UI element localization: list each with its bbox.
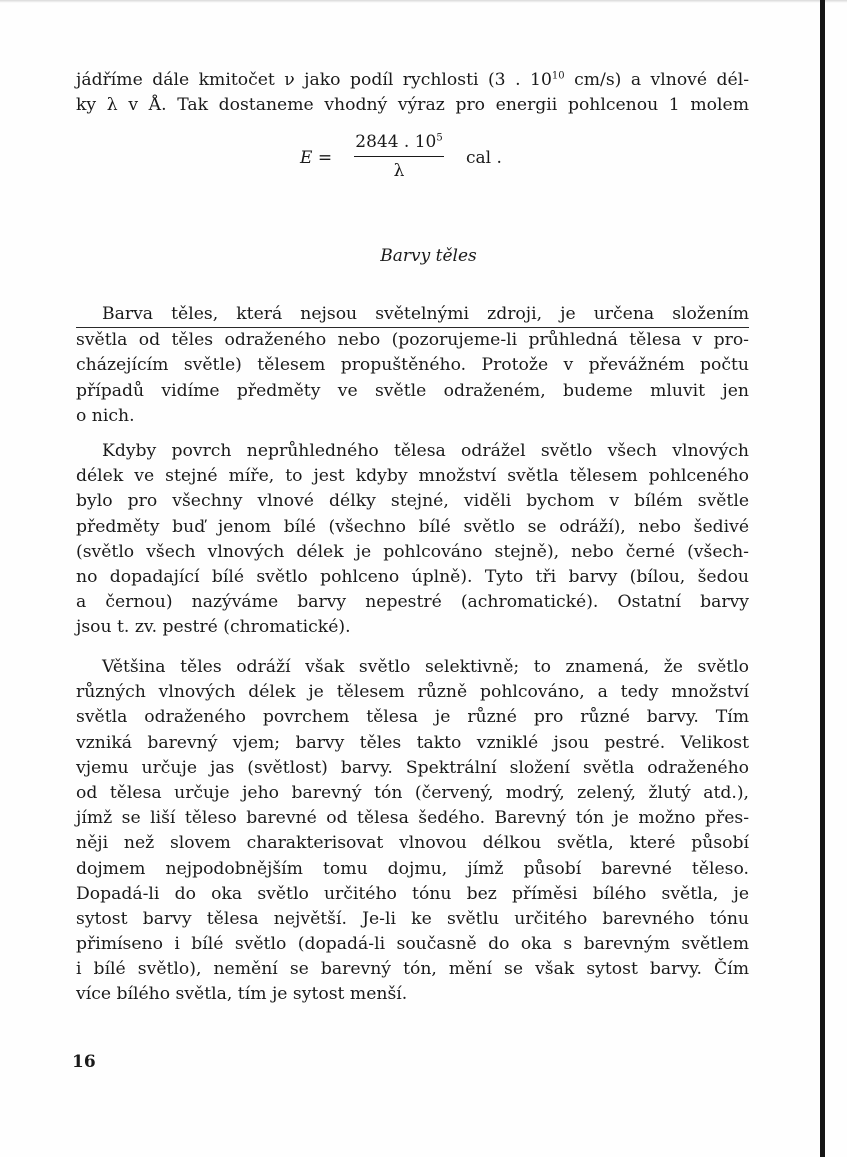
paragraph-3 — [76, 655, 749, 1008]
p3-line: dojmem nejpodobnějším tomu dojmu, jímž působí barevné těleso. — [76, 858, 749, 879]
p3-line: sytost barvy tělesa největší. Je-li ke světlu určitého barevného tónu — [76, 908, 749, 929]
p1-line: světla od těles odraženého nebo (pozorujeme-li průhledná tělesa v pro- — [76, 330, 749, 351]
intro-line-2: ky λ v Å. Tak dostaneme vhodný výraz pro energii pohlcenou 1 molem — [76, 95, 749, 116]
p2-line: délek ve stejné míře, to jest kdyby množství světla tělesem pohlceného — [76, 466, 749, 487]
p3-line: i bílé světlo), nemění se barevný tón, mění se však sytost barvy. Čím — [76, 959, 749, 980]
p1-line: případů vidíme předměty ve světle odraženém, budeme mluvit jen — [76, 380, 749, 401]
p2-line: jsou t. zv. pestré (chromatické). — [76, 617, 351, 638]
formula-numerator: 2844 . $10^5$ — [355, 132, 443, 152]
section-title: Barvy těles — [380, 246, 477, 266]
p2-line: a černou) nazýváme barvy nepestré (achromatické). Ostatní barvy — [76, 592, 749, 613]
p1-line: o nich. — [76, 405, 135, 426]
intro-text — [76, 68, 749, 118]
p3-line: od tělesa určuje jeho barevný tón (červený, modrý, zelený, žlutý atd.), — [76, 782, 749, 803]
p3-line: více bílého světla, tím je sytost menší. — [76, 984, 408, 1005]
p3-line: přimíseno i bílé světlo (dopadá-li současně do oka s barevným světlem — [76, 934, 749, 955]
formula-fraction — [354, 132, 444, 181]
p1-line: Barva těles, která nejsou světelnými zdroji, je určena složením — [76, 302, 749, 328]
energy-formula — [300, 132, 530, 192]
p1-line: cházejícím světle) tělesem propuštěného. Protože v převážném počtu — [76, 355, 749, 376]
p2-line: bylo pro všechny vlnové délky stejné, viděli bychom v bílém světle — [76, 491, 749, 512]
p2-line: no dopadající bílé světlo pohlceno úplně). Tyto tři barvy (bílou, šedou — [76, 566, 749, 587]
intro-line-1: jádříme dále kmitočet ν jako podíl rychlosti (3 . $10^{10}$ cm/s) a vlnové dél- — [76, 70, 749, 90]
p3-line: něji než slovem charakterisovat vlnovou délkou světla, které působí — [76, 833, 749, 854]
p2-line: (světlo všech vlnových délek je pohlcováno stejně), nebo černé (všech- — [76, 541, 749, 562]
p3-line: jímž se liší těleso barevné od tělesa šedého. Barevný tón je možno přes- — [76, 808, 749, 829]
paragraph-2 — [76, 439, 749, 641]
fraction-bar — [354, 156, 444, 157]
page-number: 16 — [72, 1052, 96, 1072]
page-top-shadow — [0, 0, 847, 3]
p3-line: světla odraženého povrchem tělesa je různé pro různé barvy. Tím — [76, 707, 749, 728]
formula-denominator: λ — [393, 161, 405, 181]
page-edge-binding-line — [820, 0, 825, 1157]
p2-line: Kdyby povrch neprůhledného tělesa odrážel světlo všech vlnových — [102, 441, 749, 461]
p3-line: různých vlnových délek je tělesem různě pohlcováno, a tedy množství — [76, 682, 749, 703]
formula-lhs: E = — [300, 148, 333, 168]
p2-line: předměty buď jenom bílé (všechno bílé světlo se odráží), nebo šedivé — [76, 516, 749, 537]
p3-line: vzniká barevný vjem; barvy těles takto vzniklé jsou pestré. Velikost — [76, 732, 749, 753]
p3-line: Většina těles odráží však světlo selektivně; to znamená, že světlo — [102, 657, 749, 677]
formula-unit: cal . — [466, 148, 502, 168]
p3-line: Dopadá-li do oka světlo určitého tónu bez příměsi bílého světla, je — [76, 883, 749, 904]
p3-line: vjemu určuje jas (světlost) barvy. Spektrální složení světla odraženého — [76, 757, 749, 778]
paragraph-1 — [76, 302, 749, 429]
